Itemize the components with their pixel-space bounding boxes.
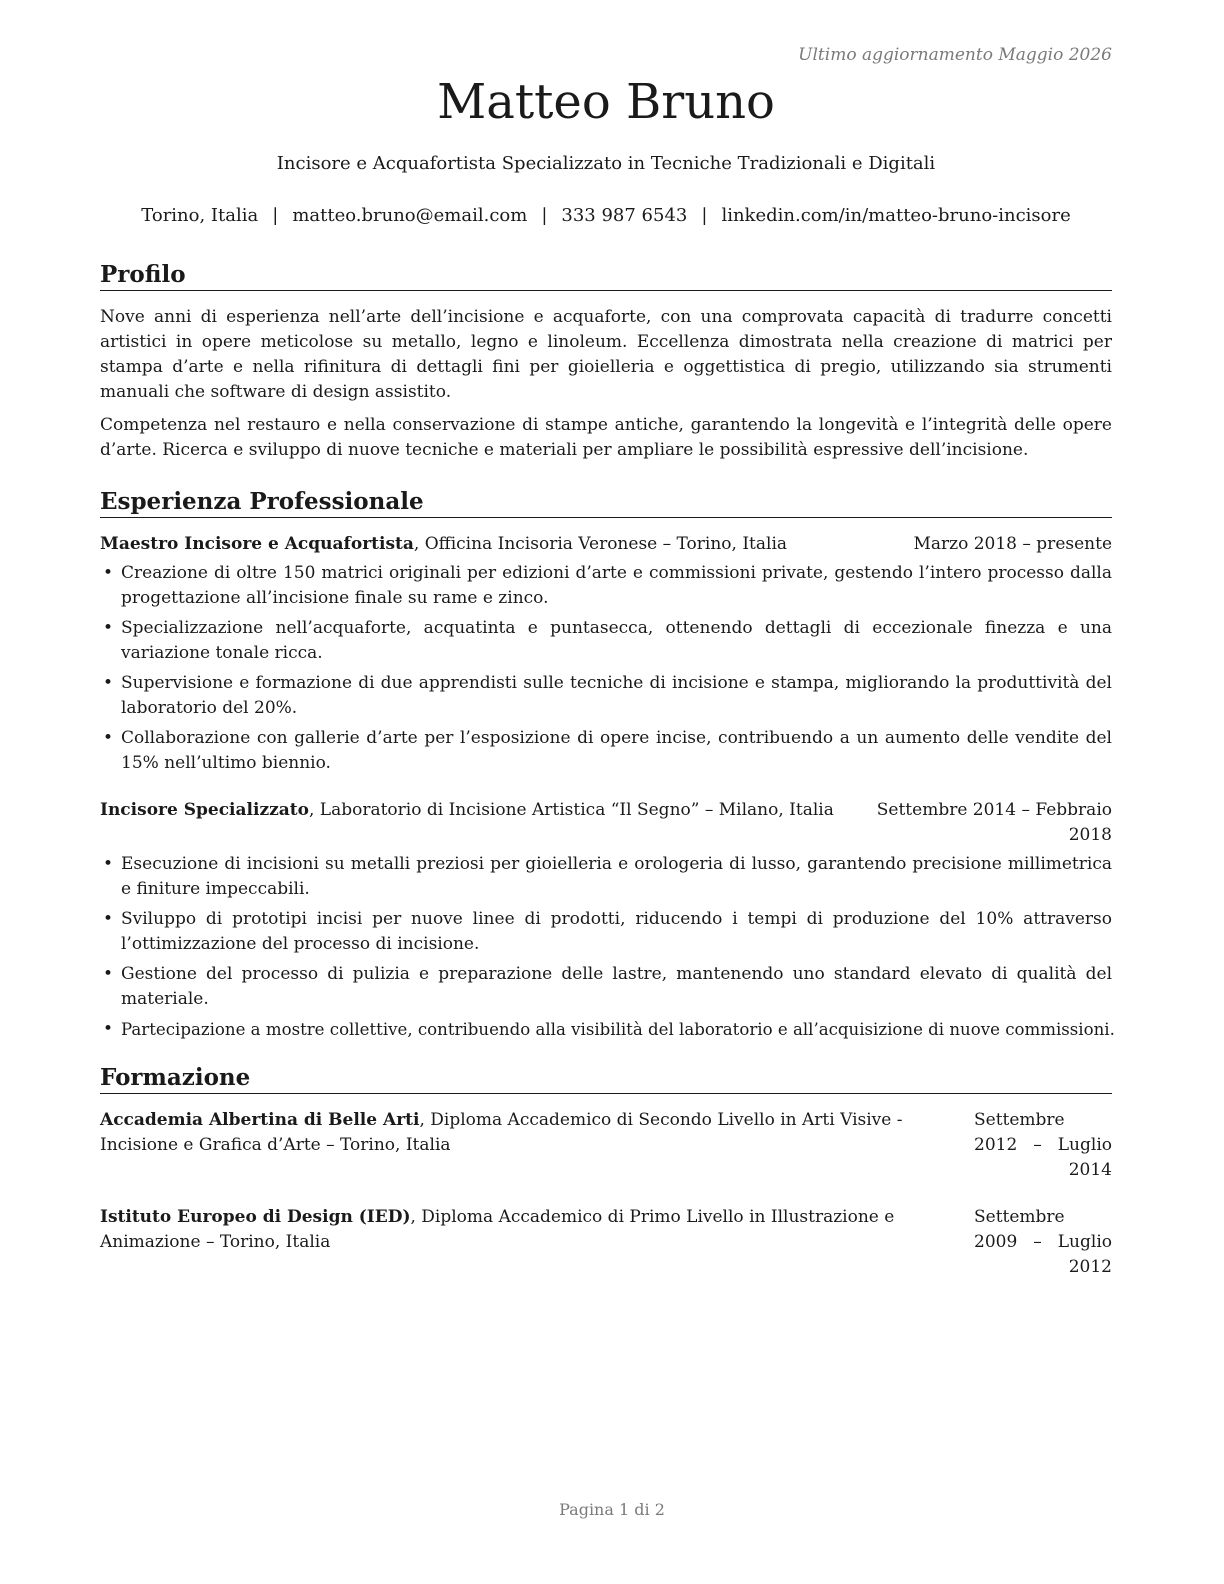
contact-email[interactable]: matteo.bruno@email.com (292, 205, 528, 226)
bullet-text: Supervisione e formazione di due apprendisti sulle tecniche di incisione e stampa, migliorando la produttività del laboratorio del 20%. (121, 673, 1112, 718)
job-organization: , Laboratorio di Incisione Artistica “Il Segno” – Milano, Italia (308, 800, 834, 820)
education-title-line (100, 1108, 974, 1158)
page-number: Pagina 1 di 2 (559, 1500, 665, 1519)
job-title-line (100, 532, 913, 557)
contact-location: Torino, Italia (141, 205, 259, 226)
education-entry (100, 1108, 1112, 1183)
education-header (100, 1205, 1112, 1280)
bullet-icon: • (103, 618, 114, 638)
contact-phone[interactable]: 333 987 6543 (561, 205, 688, 226)
list-item (100, 561, 1112, 611)
bullet-icon: • (103, 964, 114, 984)
resume-page (100, 40, 1115, 1280)
contact-separator: | (701, 205, 708, 226)
education-school: Istituto Europeo di Design (IED) (100, 1207, 411, 1227)
list-item (100, 962, 1112, 1012)
job-header (100, 532, 1112, 557)
bullet-icon: • (103, 909, 114, 929)
education-dates: Settembre 2009 – Luglio 2012 (974, 1207, 1112, 1277)
bullet-icon: • (103, 1019, 114, 1039)
education-dates: Settembre 2012 – Luglio 2014 (974, 1110, 1112, 1180)
contact-linkedin[interactable]: linkedin.com/in/matteo-bruno-incisore (721, 205, 1071, 226)
bullet-text: Collaborazione con gallerie d’arte per l’esposizione di opere incise, contribuendo a un aumento delle vendite del 15% nell’ultimo biennio. (121, 728, 1112, 773)
bullet-icon: • (103, 563, 114, 583)
section-title-education: Formazione (100, 1063, 1112, 1094)
education-title-line (100, 1205, 974, 1255)
list-item (100, 852, 1112, 902)
contact-separator: | (541, 205, 548, 226)
bullet-text: Partecipazione a mostre collettive, contribuendo alla visibilità del laboratorio e all’acquisizione di nuove commissioni. (121, 1020, 1115, 1039)
list-item (100, 1017, 1115, 1043)
bullet-text: Creazione di oltre 150 matrici originali per edizioni d’arte e commissioni private, gestendo l’intero processo dalla progettazione all’incisione finale su rame e zinco. (121, 563, 1112, 608)
list-item (100, 671, 1112, 721)
education-school: Accademia Albertina di Belle Arti (100, 1110, 420, 1130)
section-title-profile: Profilo (100, 260, 1112, 291)
bullet-text: Sviluppo di prototipi incisi per nuove linee di prodotti, riducendo i tempi di produzione del 10% attraverso l’ottimizzazione del processo di incisione. (121, 909, 1112, 954)
bullet-text: Gestione del processo di pulizia e preparazione delle lastre, mantenendo uno standard elevato di qualità del materiale. (121, 964, 1112, 1009)
job-bullets (100, 561, 1112, 776)
job-dates: Marzo 2018 – presente (913, 534, 1112, 554)
headline: Incisore e Acquafortista Specializzato in Tecniche Tradizionali e Digitali (276, 153, 936, 174)
job-header (100, 798, 1112, 848)
job-dates: Settembre 2014 – Febbraio 2018 (876, 800, 1112, 845)
bullet-text: Specializzazione nell’acquaforte, acquatinta e puntasecca, ottenendo dettagli di eccezionale finezza e una variazione tonale ricca. (121, 618, 1112, 663)
contact-separator: | (272, 205, 279, 226)
list-item (100, 907, 1112, 957)
job-entry (100, 532, 1112, 776)
bullet-text: Esecuzione di incisioni su metalli preziosi per gioielleria e orologeria di lusso, garantendo precisione millimetrica e finiture impeccabili. (121, 854, 1112, 899)
job-bullets (100, 852, 1115, 1043)
list-item (100, 726, 1112, 776)
bullet-icon: • (103, 854, 114, 874)
education-header (100, 1108, 1112, 1183)
section-title-experience: Esperienza Professionale (100, 487, 1112, 518)
job-title-line (100, 798, 872, 823)
job-role: Incisore Specializzato (100, 800, 309, 820)
education-entry (100, 1205, 1112, 1280)
contact-line (100, 202, 1112, 230)
job-organization: , Officina Incisoria Veronese – Torino, Italia (413, 534, 788, 554)
profile-paragraph: Competenza nel restauro e nella conservazione di stampe antiche, garantendo la longevità e l’integrità delle opere d’arte. Ricerca e sviluppo di nuove tecniche e materiali per ampliare le possibilità espressive dell’incisione. (100, 415, 1112, 460)
education-detail: , Diploma Accademico di Secondo Livello in Arti Visive - Incisione e Grafica d’Arte – Torino, Italia (100, 1110, 903, 1155)
list-item (100, 616, 1112, 666)
education-detail: , Diploma Accademico di Primo Livello in Illustrazione e Animazione – Torino, Italia (100, 1207, 895, 1252)
bullet-icon: • (103, 728, 114, 748)
profile-paragraph: Nove anni di esperienza nell’arte dell’incisione e acquaforte, con una comprovata capacità di tradurre concetti artistici in opere meticolose su metallo, legno e linoleum. Eccellenza dimostrata nella creazione di matrici per stampa d’arte e nella rifinitura di dettagli fini per gioielleria e oggettistica di pregio, utilizzando sia strumenti manuali che software di design assistito. (100, 307, 1112, 402)
job-entry (100, 798, 1115, 1043)
bullet-icon: • (103, 673, 114, 693)
last-updated: Ultimo aggiornamento Maggio 2026 (798, 45, 1112, 65)
job-role: Maestro Incisore e Acquafortista (100, 534, 414, 554)
candidate-name: Matteo Bruno (437, 74, 775, 130)
